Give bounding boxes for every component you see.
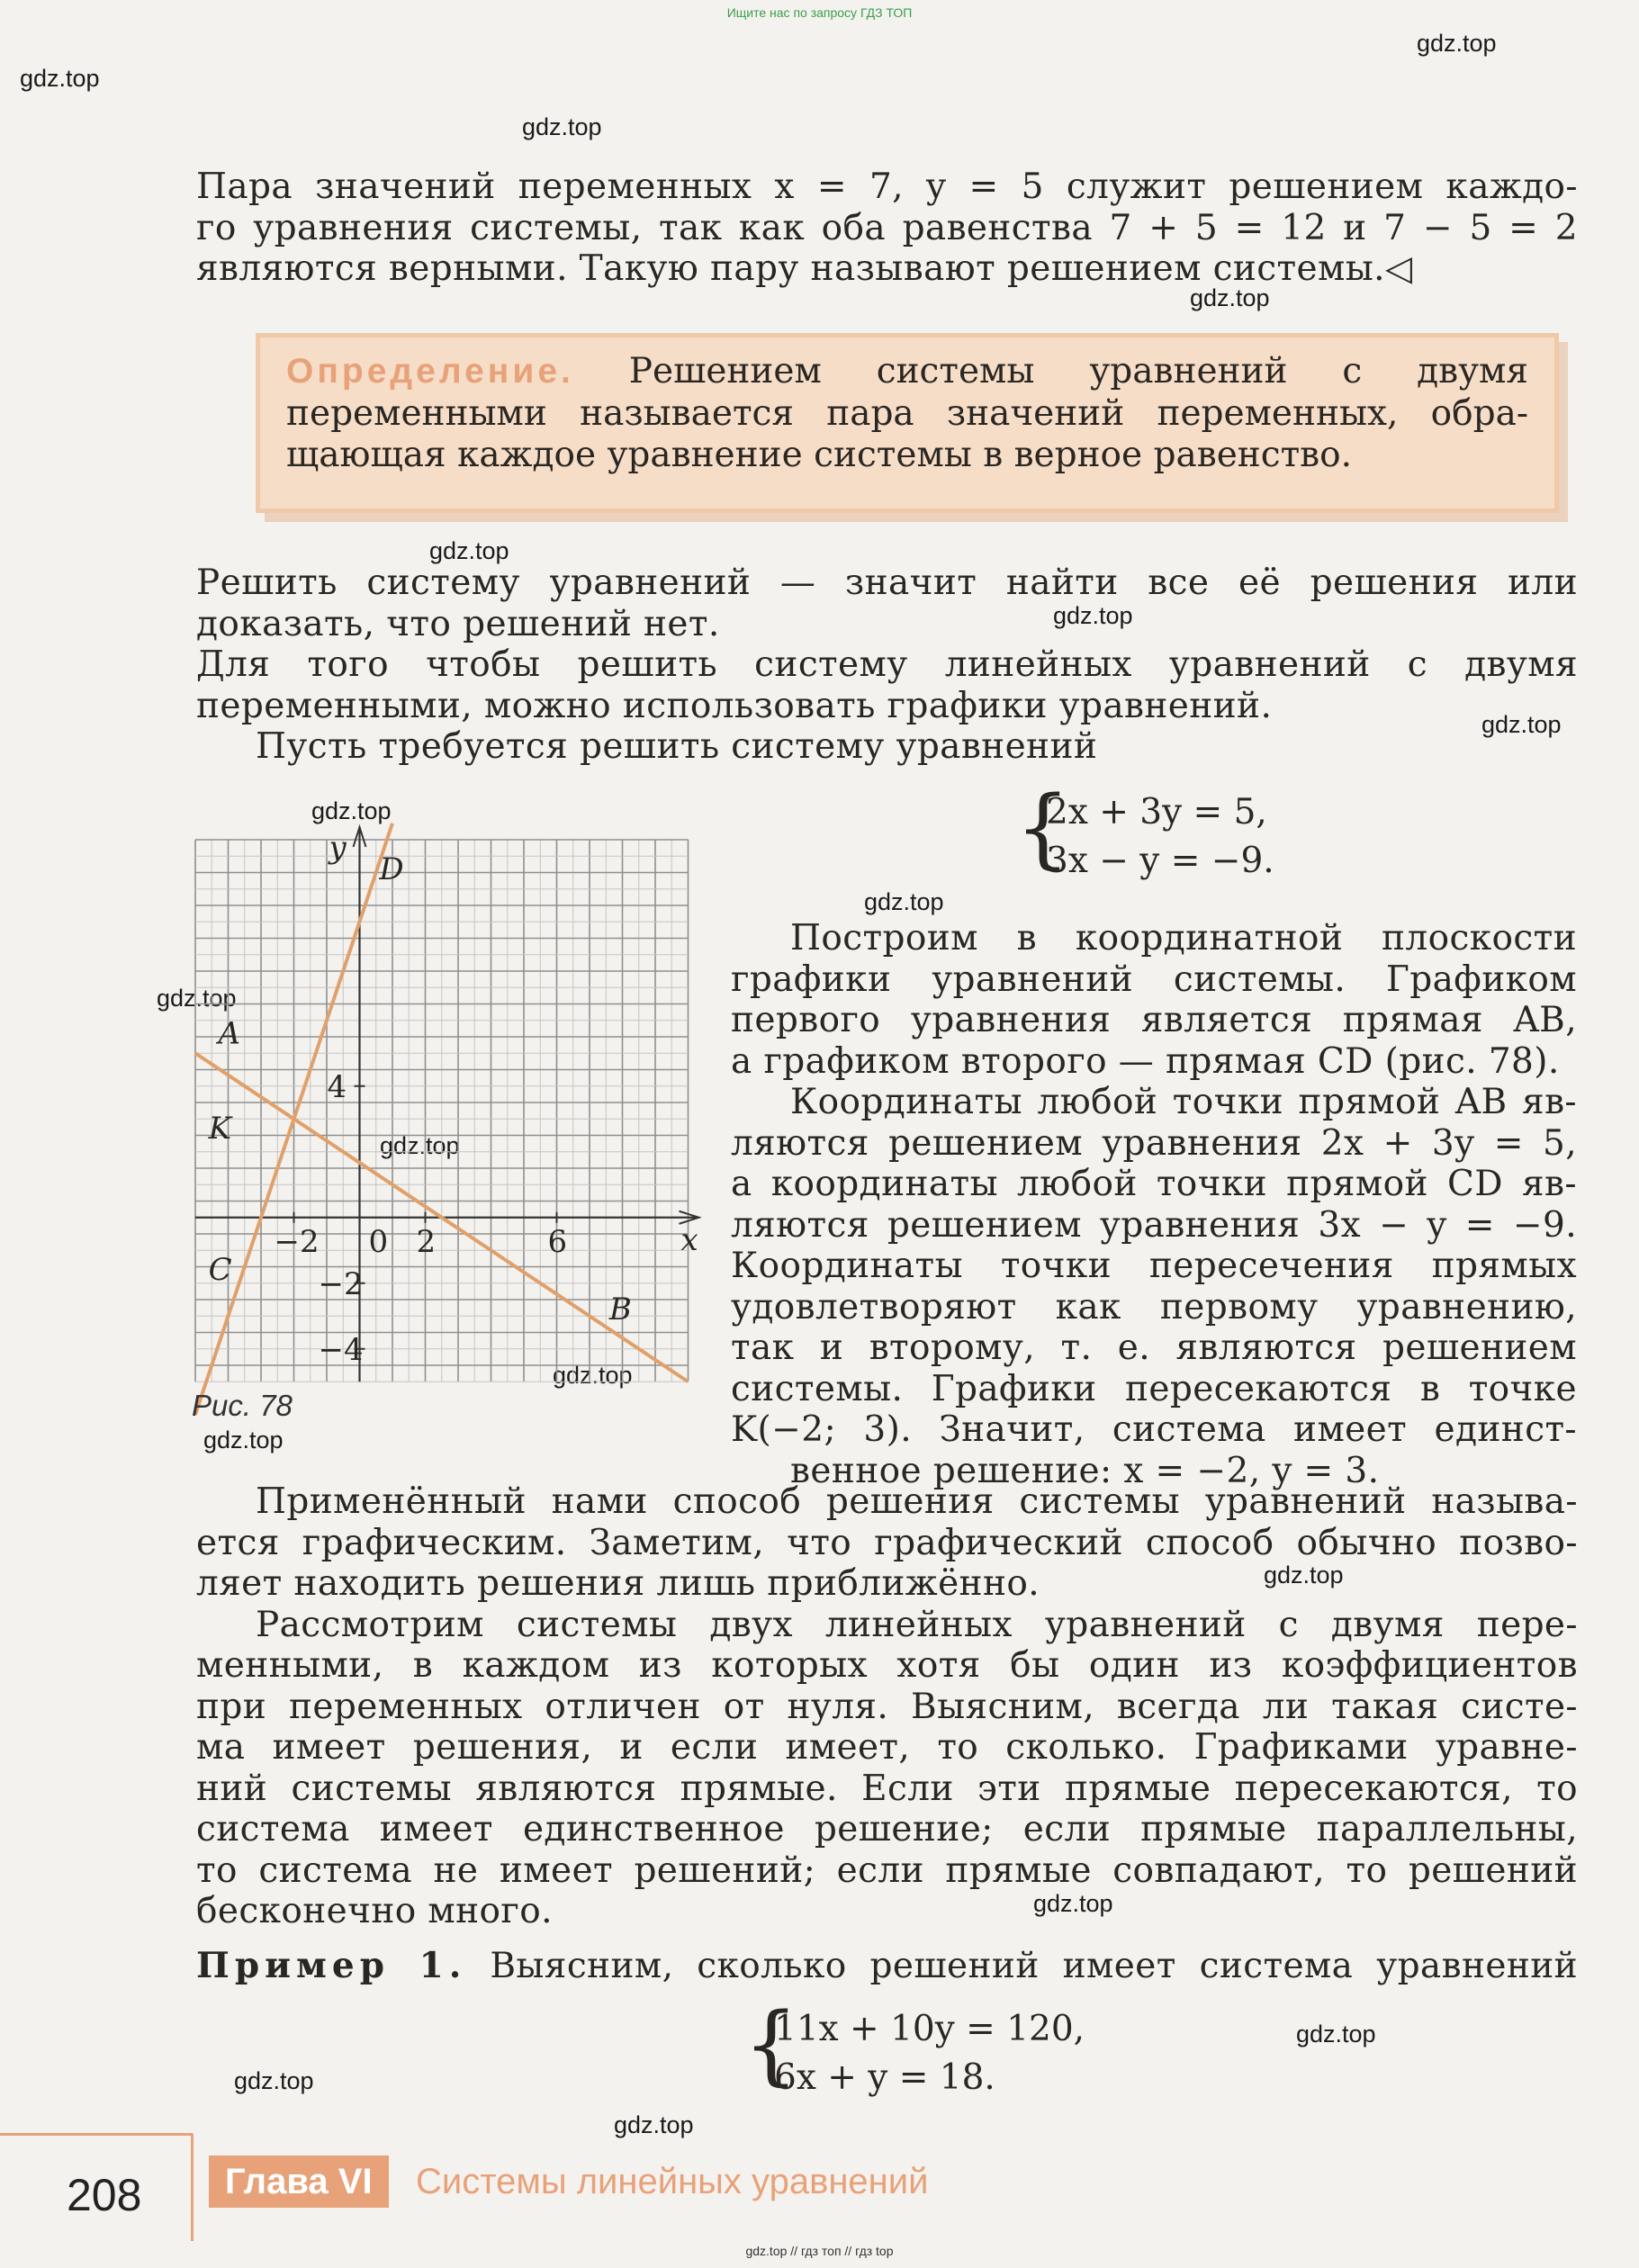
watermark: gdz.top <box>203 1426 284 1454</box>
equation: 2x + 3y = 5, <box>1046 792 1267 832</box>
top-note: Ищите нас по запросу ГДЗ ТОП <box>726 5 913 20</box>
watermark: gdz.top <box>157 985 237 1012</box>
point-label-d: D <box>379 850 404 887</box>
text-line: Применённый нами способ решения системы уравнений называ- <box>256 1481 1578 1522</box>
text-line: графики уравнений системы. Графиком <box>731 958 1577 1000</box>
watermark: gdz.top <box>1053 602 1133 629</box>
example-label: Пример 1. <box>196 1945 467 1986</box>
footer-divider <box>191 2134 194 2241</box>
text-line: Для того чтобы решить систему линейных уравнений с двумя <box>196 644 1578 685</box>
point-label-b: B <box>608 1291 632 1328</box>
text-line: венное решение: x = −2, y = 3. <box>790 1450 1380 1491</box>
text-line: Пара значений переменных x = 7, y = 5 служит решением каждо- <box>196 166 1578 207</box>
text-line: Рассмотрим системы двух линейных уравнений с двумя пере- <box>256 1604 1578 1645</box>
text-line: бесконечно много. <box>196 1891 553 1931</box>
definition-heading: Определение. <box>286 352 574 391</box>
watermark: gdz.top <box>1190 284 1270 311</box>
text-line: Построим в координатной плоскости <box>790 918 1577 958</box>
text-line: Выясним, сколько решений имеет система уравнений <box>490 1946 1578 1986</box>
text-line: ний системы являются прямые. Если эти прямые пересекаются, то <box>196 1768 1578 1809</box>
bottom-note: gdz.top // гдз топ // гдз top <box>745 2244 894 2258</box>
equation-system-2 <box>743 1994 1103 2099</box>
text-line: система имеет единственное решение; если прямые параллельны, <box>196 1809 1578 1850</box>
figure-caption: Рис. 78 <box>192 1389 293 1422</box>
point-label-c: C <box>208 1252 232 1289</box>
point-label-k: K <box>208 1111 232 1148</box>
origin-label: 0 <box>368 1223 389 1260</box>
text-line: удовлетворяют как первому уравнению, <box>731 1286 1577 1328</box>
chapter-title: Системы линейных уравнений <box>416 2162 929 2201</box>
text-line: являются верными. Такую пару называют решением системы.◁ <box>196 248 1413 289</box>
watermark: gdz.top <box>20 65 100 92</box>
text-line: ма имеет решения, и если имеет, то сколько. Графиками уравне- <box>196 1727 1578 1768</box>
x-tick-label: 6 <box>547 1223 568 1260</box>
paragraph-graphical-method <box>196 1481 1578 1932</box>
paragraph-solving <box>196 562 1578 768</box>
watermark: gdz.top <box>522 113 602 140</box>
text-line: а координаты любой точки прямой CD яв- <box>731 1164 1577 1204</box>
text-line: ляются решением уравнения 3x − y = −9. <box>731 1204 1577 1246</box>
watermark: gdz.top <box>1481 711 1562 738</box>
text-line: менными, в каждом из которых хотя бы один из коэффициентов <box>196 1645 1578 1686</box>
example-1 <box>196 1946 1578 1987</box>
x-tick-label: −2 <box>274 1223 320 1260</box>
watermark: gdz.top <box>380 1132 460 1159</box>
text-line: системы. Графики пересекаются в точке <box>731 1368 1577 1409</box>
equation: 6x + y = 18. <box>774 2057 995 2098</box>
watermark: gdz.top <box>864 888 944 915</box>
text-line: Решением системы уравнений с двумя <box>628 351 1528 392</box>
text-line: ляются решением уравнения 2x + 3y = 5, <box>731 1122 1577 1164</box>
coordinate-graph <box>171 810 711 1386</box>
text-line: так и второму, т. е. являются решением <box>731 1328 1577 1368</box>
watermark: gdz.top <box>429 537 509 564</box>
point-label-a: A <box>218 1015 241 1052</box>
text-line: первого уравнения является прямая AB, <box>731 1000 1577 1040</box>
page-number: 208 <box>67 2170 142 2220</box>
x-axis-label: x <box>680 1221 698 1258</box>
y-tick-label: −2 <box>318 1265 364 1302</box>
y-tick-label: −4 <box>318 1331 364 1368</box>
brace: { <box>1015 778 1071 878</box>
paragraph-solution-pair <box>196 166 1578 290</box>
brace: { <box>743 1994 799 2095</box>
chapter-badge: Глава VI <box>209 2156 389 2208</box>
y-tick-label: 4 <box>327 1068 347 1105</box>
watermark: gdz.top <box>614 2111 694 2138</box>
x-tick-label: 2 <box>416 1223 437 1260</box>
text-line: переменными, можно использовать графики уравнений. <box>196 685 1273 726</box>
equation: 11x + 10y = 120, <box>774 2009 1085 2049</box>
watermark: gdz.top <box>553 1362 633 1389</box>
watermark: gdz.top <box>1296 2020 1376 2048</box>
watermark: gdz.top <box>1417 30 1497 57</box>
definition-text <box>286 351 1528 477</box>
equation: 3x − y = −9. <box>1046 841 1274 881</box>
text-line: Решить систему уравнений — значит найти все её решения или <box>196 562 1578 603</box>
column-text <box>731 918 1577 1491</box>
y-axis-label: y <box>329 830 347 866</box>
footer-rule <box>0 2133 193 2136</box>
text-line: Координаты точки пересечения прямых <box>731 1246 1577 1286</box>
text-line: то система не имеет решений; если прямые совпадают, то решений <box>196 1850 1578 1891</box>
text-line: Координаты любой точки прямой AB яв- <box>790 1082 1577 1122</box>
watermark: gdz.top <box>1264 1562 1344 1588</box>
watermark: gdz.top <box>1033 1890 1113 1917</box>
text-line: а графиком второго — прямая CD (рис. 78). <box>731 1040 1560 1082</box>
text-line: переменными называется пара значений переменных, обра- <box>286 392 1528 434</box>
equation-system-1 <box>1015 778 1375 882</box>
text-line: доказать, что решений нет. <box>196 603 720 644</box>
text-line: при переменных отличен от нуля. Выясним, всегда ли такая систе- <box>196 1686 1578 1727</box>
text-line: Пусть требуется решить систему уравнений <box>256 726 1098 767</box>
watermark: gdz.top <box>311 797 392 824</box>
watermark: gdz.top <box>234 2067 314 2094</box>
text-line: го уравнения системы, так как оба равенства 7 + 5 = 12 и 7 − 5 = 2 <box>196 207 1578 248</box>
text-line: ляет находить решения лишь приближённо. <box>196 1563 1040 1604</box>
text-line: щающая каждое уравнение системы в верное равенство. <box>286 435 1353 475</box>
text-line: ется графическим. Заметим, что графический способ обычно позво- <box>196 1522 1578 1563</box>
text-line: K(−2; 3). Значит, система имеет единст- <box>731 1409 1577 1450</box>
graph-labels <box>208 830 698 1368</box>
